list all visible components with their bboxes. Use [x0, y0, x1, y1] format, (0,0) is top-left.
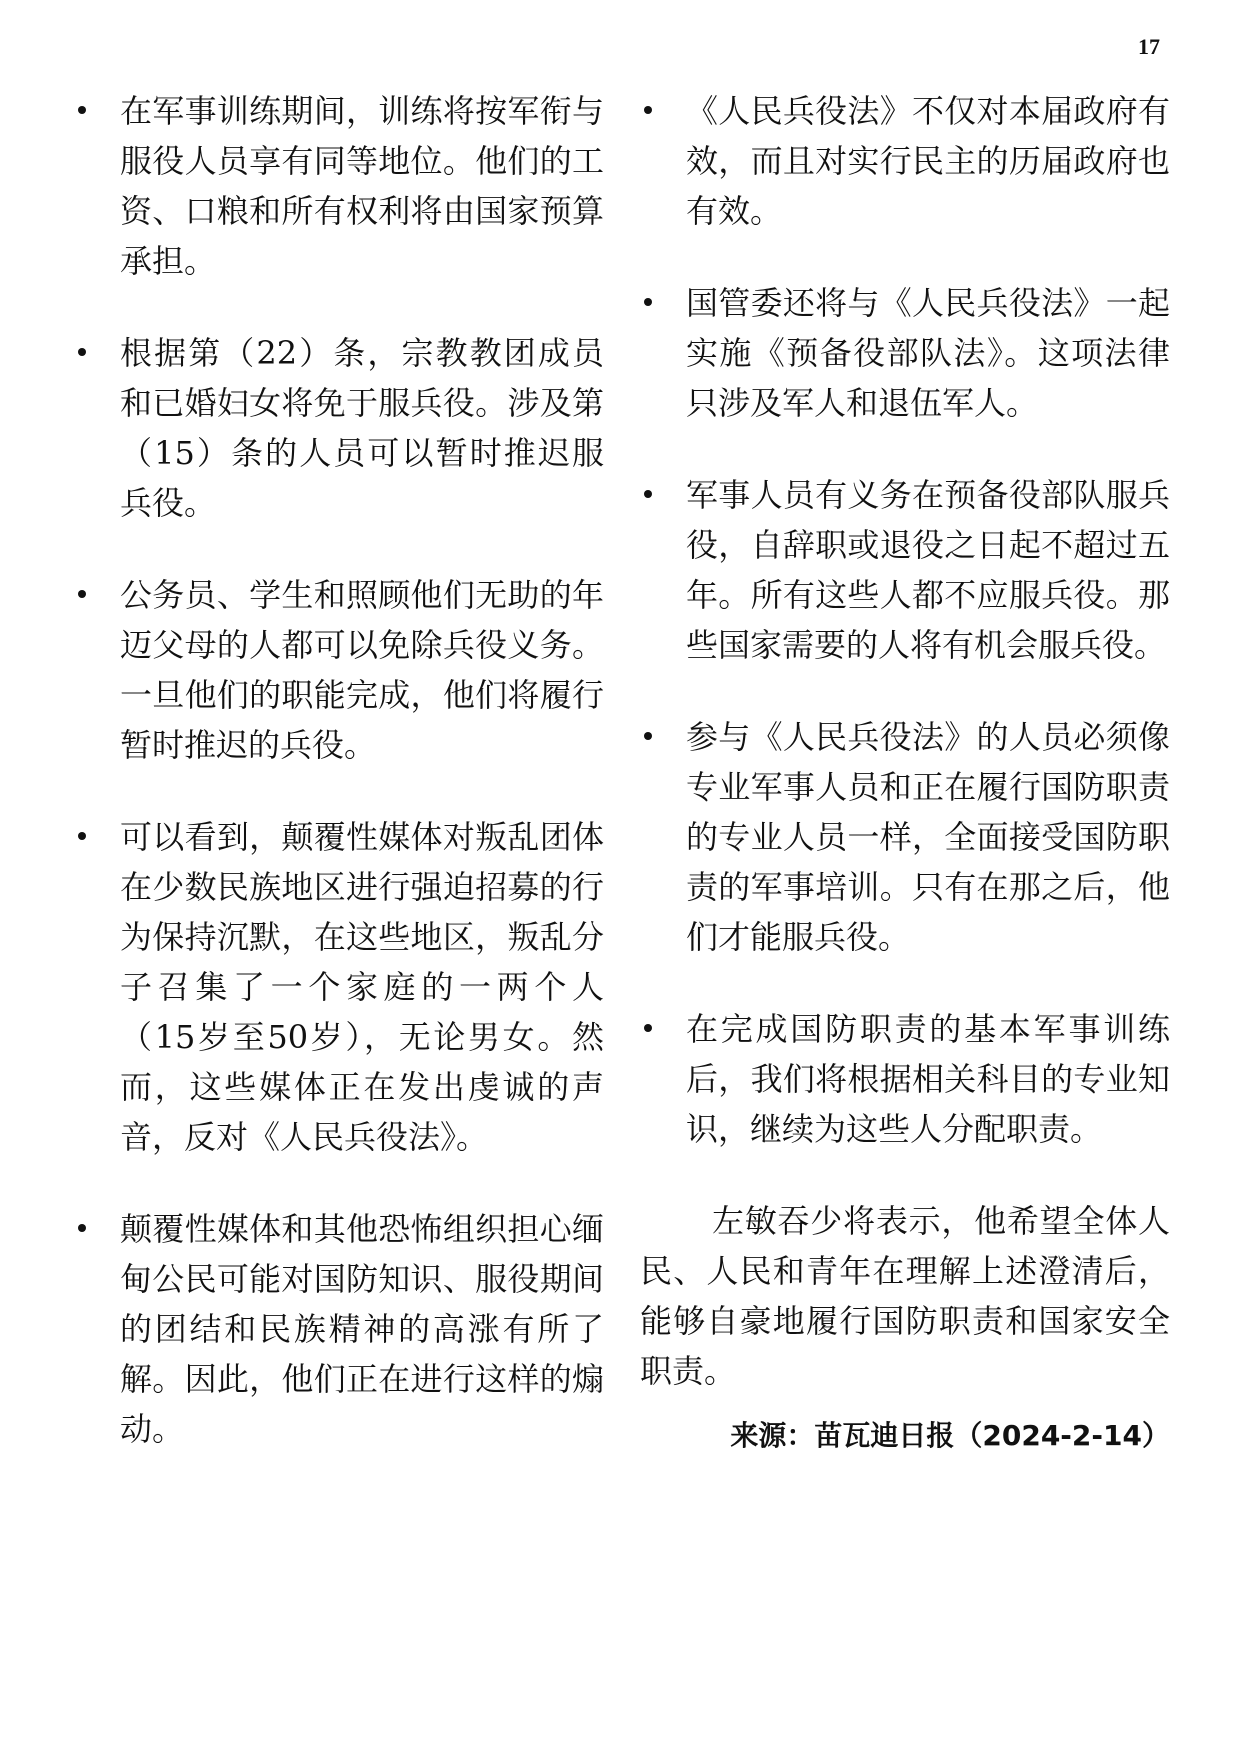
- bullet-icon: [644, 732, 652, 740]
- bullet-icon: [644, 298, 652, 306]
- list-item-text: 根据第（22）条，宗教教团成员和已婚妇女将免于服兵役。涉及第（15）条的人员可以暂时推迟服兵役。: [120, 334, 604, 522]
- list-item: [640, 86, 1170, 236]
- list-item-text: 公务员、学生和照顾他们无助的年迈父母的人都可以免除兵役义务。一旦他们的职能完成，他们将履行暂时推迟的兵役。: [120, 576, 604, 764]
- list-item: [74, 86, 604, 286]
- list-item-text: 《人民兵役法》不仅对本届政府有效，而且对实行民主的历届政府也有效。: [686, 92, 1170, 230]
- bullet-icon: [78, 590, 86, 598]
- bullet-icon: [78, 106, 86, 114]
- list-item-text: 可以看到，颠覆性媒体对叛乱团体在少数民族地区进行强迫招募的行为保持沉默，在这些地区，叛乱分子召集了一个家庭的一两个人（15岁至50岁），无论男女。然而，这些媒体正在发出虔诚的声音，反对《人民兵役法》。: [120, 818, 604, 1156]
- bullet-icon: [644, 490, 652, 498]
- source-attribution: 来源：苗瓦迪日报（2024-2-14）: [730, 1419, 1170, 1452]
- list-item: [74, 1204, 604, 1454]
- closing-paragraph: 左敏吞少将表示，他希望全体人民、人民和青年在理解上述澄清后，能够自豪地履行国防职责和国家安全职责。: [640, 1202, 1170, 1390]
- list-item-text: 军事人员有义务在预备役部队服兵役，自辞职或退役之日起不超过五年。所有这些人都不应服兵役。那些国家需要的人将有机会服兵役。: [686, 476, 1170, 664]
- left-column: [74, 86, 604, 1496]
- bullet-icon: [644, 1024, 652, 1032]
- list-item-text: 国管委还将与《人民兵役法》一起实施《预备役部队法》。这项法律只涉及军人和退伍军人。: [686, 284, 1170, 422]
- list-item-text: 在军事训练期间，训练将按军衔与服役人员享有同等地位。他们的工资、口粮和所有权利将由国家预算承担。: [120, 92, 604, 280]
- bullet-icon: [78, 348, 86, 356]
- list-item: [640, 712, 1170, 962]
- list-item: [640, 278, 1170, 428]
- list-item: [74, 812, 604, 1162]
- list-item: [640, 470, 1170, 670]
- list-item-text: 在完成国防职责的基本军事训练后，我们将根据相关科目的专业知识，继续为这些人分配职责。: [686, 1010, 1170, 1148]
- bullet-icon: [78, 1224, 86, 1232]
- bullet-icon: [78, 832, 86, 840]
- left-bullet-list: [74, 86, 604, 1454]
- list-item: [74, 328, 604, 528]
- list-item: [74, 570, 604, 770]
- page-number: 17: [1138, 34, 1160, 59]
- list-item-text: 颠覆性媒体和其他恐怖组织担心缅甸公民可能对国防知识、服役期间的团结和民族精神的高涨有所了解。因此，他们正在进行这样的煽动。: [120, 1210, 604, 1448]
- right-bullet-list: [640, 86, 1170, 1154]
- bullet-icon: [644, 106, 652, 114]
- list-item-text: 参与《人民兵役法》的人员必须像专业军事人员和正在履行国防职责的专业人员一样，全面接受国防职责的军事培训。只有在那之后，他们才能服兵役。: [686, 718, 1170, 956]
- right-column: [640, 86, 1170, 1454]
- list-item: [640, 1004, 1170, 1154]
